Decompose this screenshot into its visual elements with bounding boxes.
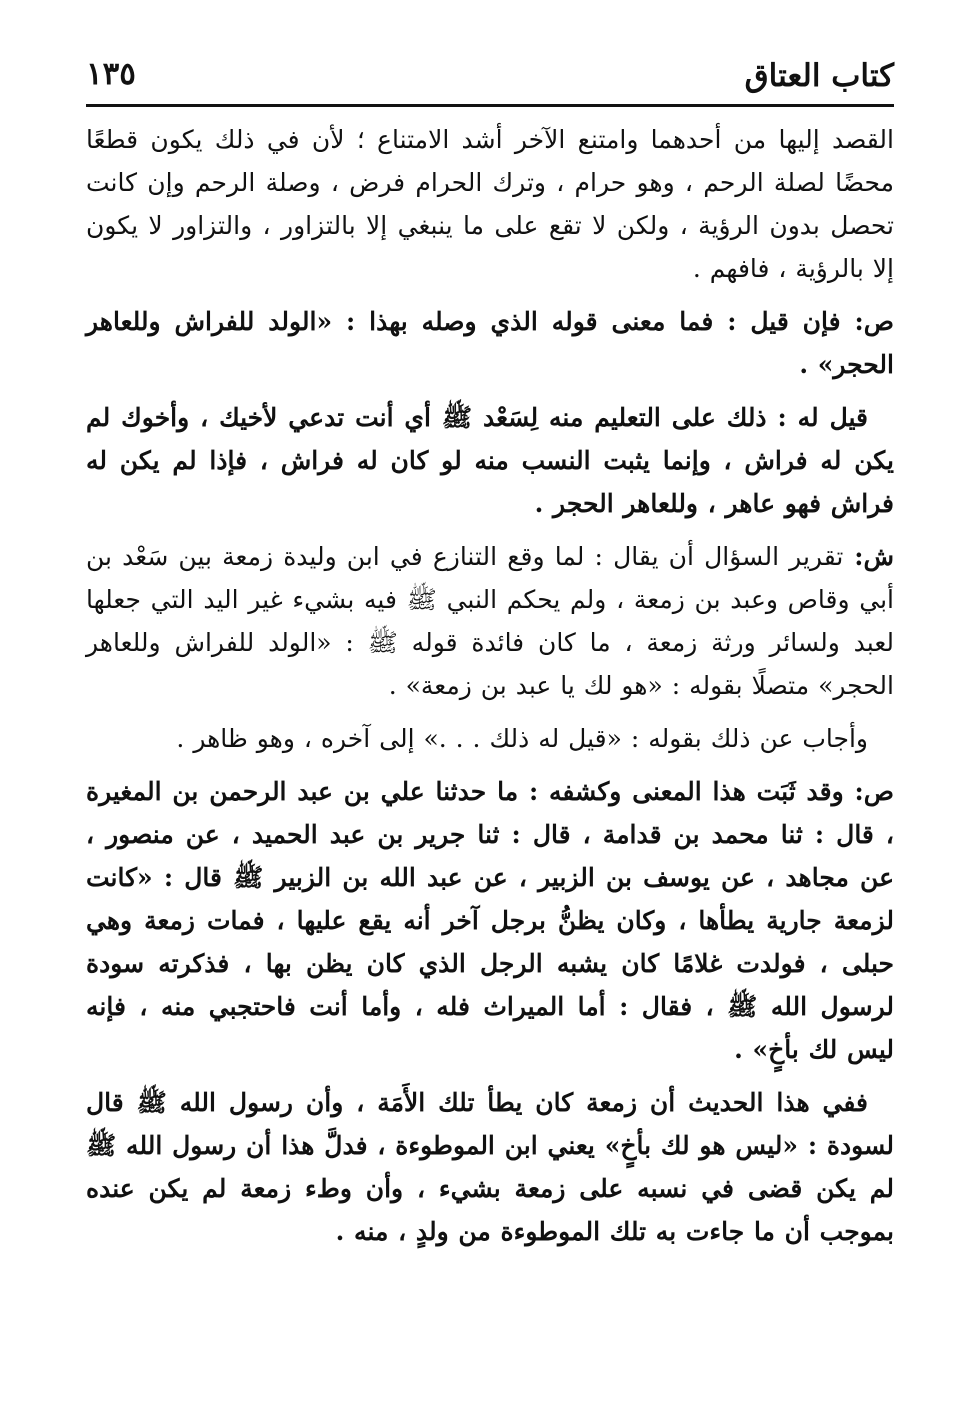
paragraph-7 xyxy=(86,1081,894,1253)
paragraph-text: ففي هذا الحديث أن زمعة كان يطأ تلك الأَمَة ، وأن رسول الله ﷺ قال لسودة : «ليس هو لك بأخٍ» يعني ابن الموطوءة ، فدلَّ هذا أن رسول الله ﷺ لم يكن قضى في نسبه على زمعة بشيء ، وأن وطء زمعة لم يكن عنده بموجب أن ما جاءت به تلك الموطوءة من ولدٍ ، منه . xyxy=(86,1088,894,1246)
chapter-title: كتاب العتاق xyxy=(744,58,894,94)
header-divider xyxy=(86,104,894,107)
paragraph-6 xyxy=(86,770,894,1071)
paragraph-lead: ص: xyxy=(840,307,894,336)
paragraph-lead: ش: xyxy=(843,542,894,571)
paragraph-1 xyxy=(86,118,894,290)
paragraph-text: وأجاب عن ذلك بقوله : «قيل له ذلك . . .» إلى آخره ، وهو ظاهر . xyxy=(176,724,868,753)
paragraph-3 xyxy=(86,396,894,525)
page-number: ١٣٥ xyxy=(86,56,136,92)
page-body xyxy=(86,118,894,1263)
paragraph-5 xyxy=(86,717,894,760)
paragraph-text: قيل له : ذلك على التعليم منه لِسَعْد ﷺ أي أنت تدعي لأخيك ، وأخوك لم يكن له فراش ، وإنما يثبت النسب منه لو كان له فراش ، فإذا لم يكن له فراش فهو عاهر ، وللعاهر الحجر . xyxy=(86,403,894,518)
paragraph-text: تقرير السؤال أن يقال : لما وقع التنازع في ابن وليدة زمعة بين سَعْد بن أبي وقاص وعبد بن زمعة ، ولم يحكم النبي ﷺ فيه بشيء غير اليد التي جعلها لعبد ولسائر ورثة زمعة ، ما كان فائدة قوله ﷺ : «الولد للفراش وللعاهر الحجر» متصلًا بقوله : «هو لك يا عبد بن زمعة» . xyxy=(86,542,894,700)
paragraph-2 xyxy=(86,300,894,386)
paragraph-lead: ص: xyxy=(843,777,894,806)
page-header xyxy=(86,52,894,104)
paragraph-text: فإن قيل : فما معنى قوله الذي وصله بهذا : «الولد للفراش وللعاهر الحجر» . xyxy=(86,307,894,379)
paragraph-4 xyxy=(86,535,894,707)
paragraph-text: القصد إليها من أحدهما وامتنع الآخر أشد الامتناع ؛ لأن في ذلك يكون قطعًا محضًا لصلة الرحم ، وهو حرام ، وترك الحرام فرض ، وصلة الرحم وإن كانت تحصل بدون الرؤية ، ولكن لا تقع على ما ينبغي إلا بالتزاور ، والتزاور لا يكون إلا بالرؤية ، فافهم . xyxy=(86,125,894,283)
paragraph-text: وقد ثَبَت هذا المعنى وكشفه : ما حدثنا علي بن عبد الرحمن بن المغيرة ، قال : ثنا محمد بن قدامة ، قال : ثنا جرير بن عبد الحميد ، عن منصور ، عن مجاهد ، عن يوسف بن الزبير ، عن عبد الله بن الزبير ﷺ قال : «كانت لزمعة جارية يطأها ، وكان يظنُّ برجل آخر أنه يقع عليها ، فمات زمعة وهي حبلى ، فولدت غلامًا كان يشبه الرجل الذي كان يظن بها ، فذكرته سودة لرسول الله ﷺ ، فقال : أما الميراث فله ، وأما أنت فاحتجبي منه ، فإنه ليس لك بأخٍ» . xyxy=(86,777,894,1064)
